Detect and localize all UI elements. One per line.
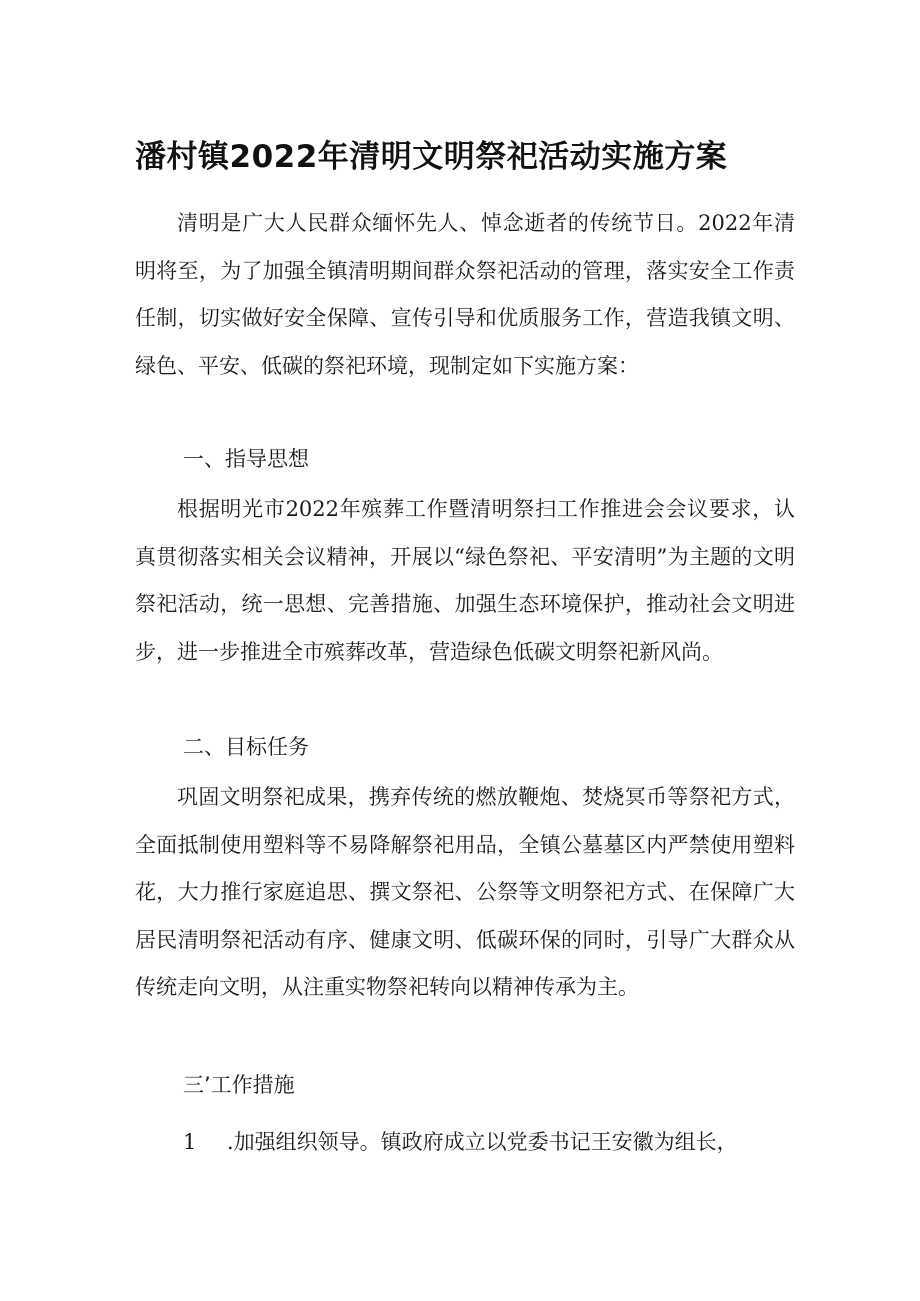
- document-title: 潘村镇2022年清明文明祭祀活动实施方案: [135, 138, 728, 175]
- section-body-goals: 巩固文明祭祀成果，携弃传统的燃放鞭炮、焚烧冥币等祭祀方式，全面抵制使用塑料等不易降解祭祀用品，全镇公墓墓区内严禁使用塑料花，大力推行家庭追思、撰文祭祀、公祭等文明祭祀方式、在保障广大居民清明祭祀活动有序、健康文明、低碳环保的同时，引导广大群众从传统走向文明，从注重实物祭祀转向以精神传承为主。: [135, 785, 795, 1000]
- intro-paragraph: 清明是广大人民群众缅怀先人、悼念逝者的传统节日。2022年清明将至，为了加强全镇清明期间群众祭祀活动的管理，落实安全工作责任制，切实做好安全保障、宣传引导和优质服务工作，营造我镇文明、绿色、平安、低碳的祭祀环境，现制定如下实施方案：: [135, 211, 795, 378]
- measure-item-number: 1: [183, 1130, 197, 1154]
- section-heading-guiding-ideology: 一、指导思想: [183, 447, 309, 471]
- section-heading-goals: 二、目标任务: [183, 735, 309, 759]
- section-body-guiding-ideology: 根据明光市2022年殡葬工作暨清明祭扫工作推进会会议要求，认真贯彻落实相关会议精神，开展以“绿色祭祀、平安清明”为主题的文明祭祀活动，统一思想、完善措施、加强生态环境保护，推动社会文明进步，进一步推进全市殡葬改革，营造绿色低碳文明祭祀新风尚。: [135, 497, 795, 664]
- section-heading-measures: 三’工作措施: [183, 1073, 295, 1097]
- measure-item-text: .加强组织领导。镇政府成立以党委书记王安徽为组长，: [227, 1130, 738, 1154]
